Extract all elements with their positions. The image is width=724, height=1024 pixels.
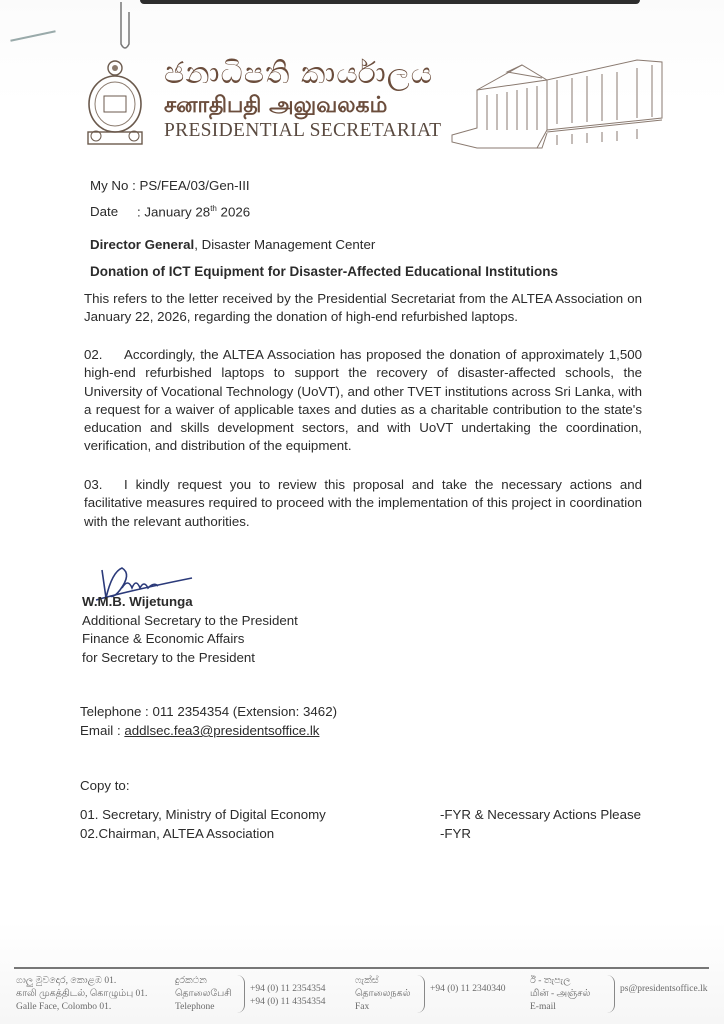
letterhead-tamil: சனாதிபதி அலுவலகம்	[164, 93, 388, 118]
copy-recipient: 01. Secretary, Ministry of Digital Economy	[80, 807, 326, 822]
copy-recipient: 02.Chairman, ALTEA Association	[80, 825, 275, 841]
footer-address-sinhala: ගාලු මුවදොර, කොළඹ 01.	[16, 976, 117, 986]
tel-label-sinhala: දුරකථන	[175, 976, 207, 986]
email-link[interactable]: addlsec.fea3@presidentsoffice.lk	[124, 723, 320, 738]
signatory-on-behalf: for Secretary to the President	[82, 649, 255, 665]
footer-fax-number: +94 (0) 11 2340340	[430, 984, 506, 994]
footer-address	[16, 975, 147, 1014]
letter-date	[90, 204, 250, 219]
email-label-english: E-mail	[530, 1002, 556, 1012]
copy-action: -FYR & Necessary Actions Please	[440, 807, 642, 822]
brace-icon	[236, 975, 245, 1013]
copy-item	[80, 806, 680, 825]
scan-edge	[140, 0, 640, 4]
brace-icon	[416, 975, 425, 1013]
footer-fax-labels	[355, 975, 410, 1014]
copy-action: -FYR	[440, 825, 472, 841]
date-value: : January 28	[137, 204, 211, 220]
date-label: Date	[90, 204, 119, 220]
ref-value: PS/FEA/03/Gen-III	[139, 178, 250, 193]
letterhead-english: PRESIDENTIAL SECRETARIAT	[164, 120, 442, 141]
tel-number-1: +94 (0) 11 2354354	[250, 984, 326, 994]
email-label-sinhala: ඊ - තැපැල	[530, 976, 571, 986]
footer-telephone-labels	[175, 975, 232, 1014]
pen-mark	[10, 30, 55, 42]
addressee-title: Director General	[90, 237, 195, 252]
footer-address-tamil: காலி முகத்திடல், கொழும்பு 01.	[16, 989, 148, 999]
copy-to-list	[80, 806, 680, 843]
addressee-org: , Disaster Management Center	[194, 237, 376, 252]
footer-address-english: Galle Face, Colombo 01.	[16, 1002, 112, 1012]
footer-email-labels	[530, 975, 590, 1014]
footer-telephone-numbers	[250, 983, 325, 1009]
tel-number-2: +94 (0) 11 4354354	[250, 997, 326, 1007]
contact-block	[80, 702, 337, 740]
state-emblem-icon	[84, 58, 146, 148]
paragraph-1	[84, 290, 642, 327]
presidential-secretariat-building-icon	[447, 50, 672, 160]
signatory-block	[82, 593, 298, 667]
footer-email[interactable]: ps@presidentsoffice.lk	[620, 984, 708, 994]
paragraph-3-text: I kindly request you to review this proposal and take the necessary actions and facilitative measures required to proceed with the implementation of this project in coordination with the relevant authorities.	[84, 477, 642, 529]
letter-subject: Donation of ICT Equipment for Disaster-Affected Educational Institutions	[90, 264, 559, 279]
email-label: Email :	[80, 723, 125, 738]
contact-email-row	[80, 721, 337, 740]
fax-label-sinhala: ෆැක්ස්	[355, 976, 379, 986]
email-label-tamil: மின் - அஞ்சல்	[530, 989, 591, 999]
brace-icon	[606, 975, 615, 1013]
contact-telephone: Telephone : 011 2354354 (Extension: 3462)	[80, 704, 338, 719]
fax-label-english: Fax	[355, 1002, 370, 1012]
date-suffix: th	[210, 204, 217, 213]
paragraph-1-text: This refers to the letter received by the Presidential Secretariat from the ALTEA Association on January 22, 2026, regarding the donation of high-end refurbished laptops.	[84, 291, 642, 325]
letterhead-sinhala: ජනාධිපති කාර්යාලය	[164, 56, 434, 91]
signatory-name: W.M.B. Wijetunga	[82, 594, 193, 609]
paragraph-2	[84, 346, 642, 456]
addressee	[90, 237, 375, 252]
date-year: 2026	[216, 204, 251, 220]
signatory-division: Finance & Economic Affairs	[82, 631, 245, 646]
fax-label-tamil: தொலைநகல்	[355, 989, 411, 999]
reference-number	[90, 178, 250, 193]
copy-item	[80, 825, 680, 844]
tel-label-english: Telephone	[175, 1002, 215, 1012]
paragraph-2-number: 02.	[84, 347, 103, 362]
paper-clip-icon	[118, 2, 132, 52]
copy-to-label: Copy to:	[80, 778, 130, 793]
footer-divider	[14, 967, 709, 969]
ref-label: My No :	[90, 178, 140, 193]
paragraph-2-text: Accordingly, the ALTEA Association has proposed the donation of approximately 1,500 high-end refurbished laptops to support the recovery of disaster-affected schools, the University of Vocational Technology (UoVT), and other TVET institutions across Sri Lanka, with a request for a waiver of applicable taxes and duties as a charitable contribution to the state's education and skills development sectors, and with UoVT undertaking the coordination, verification, and distribution of the equipment.	[84, 347, 642, 454]
tel-label-tamil: தொலைபேசி	[175, 989, 232, 999]
signatory-title: Additional Secretary to the President	[82, 612, 298, 628]
paragraph-3-number: 03.	[84, 477, 103, 492]
paragraph-3	[84, 476, 642, 531]
